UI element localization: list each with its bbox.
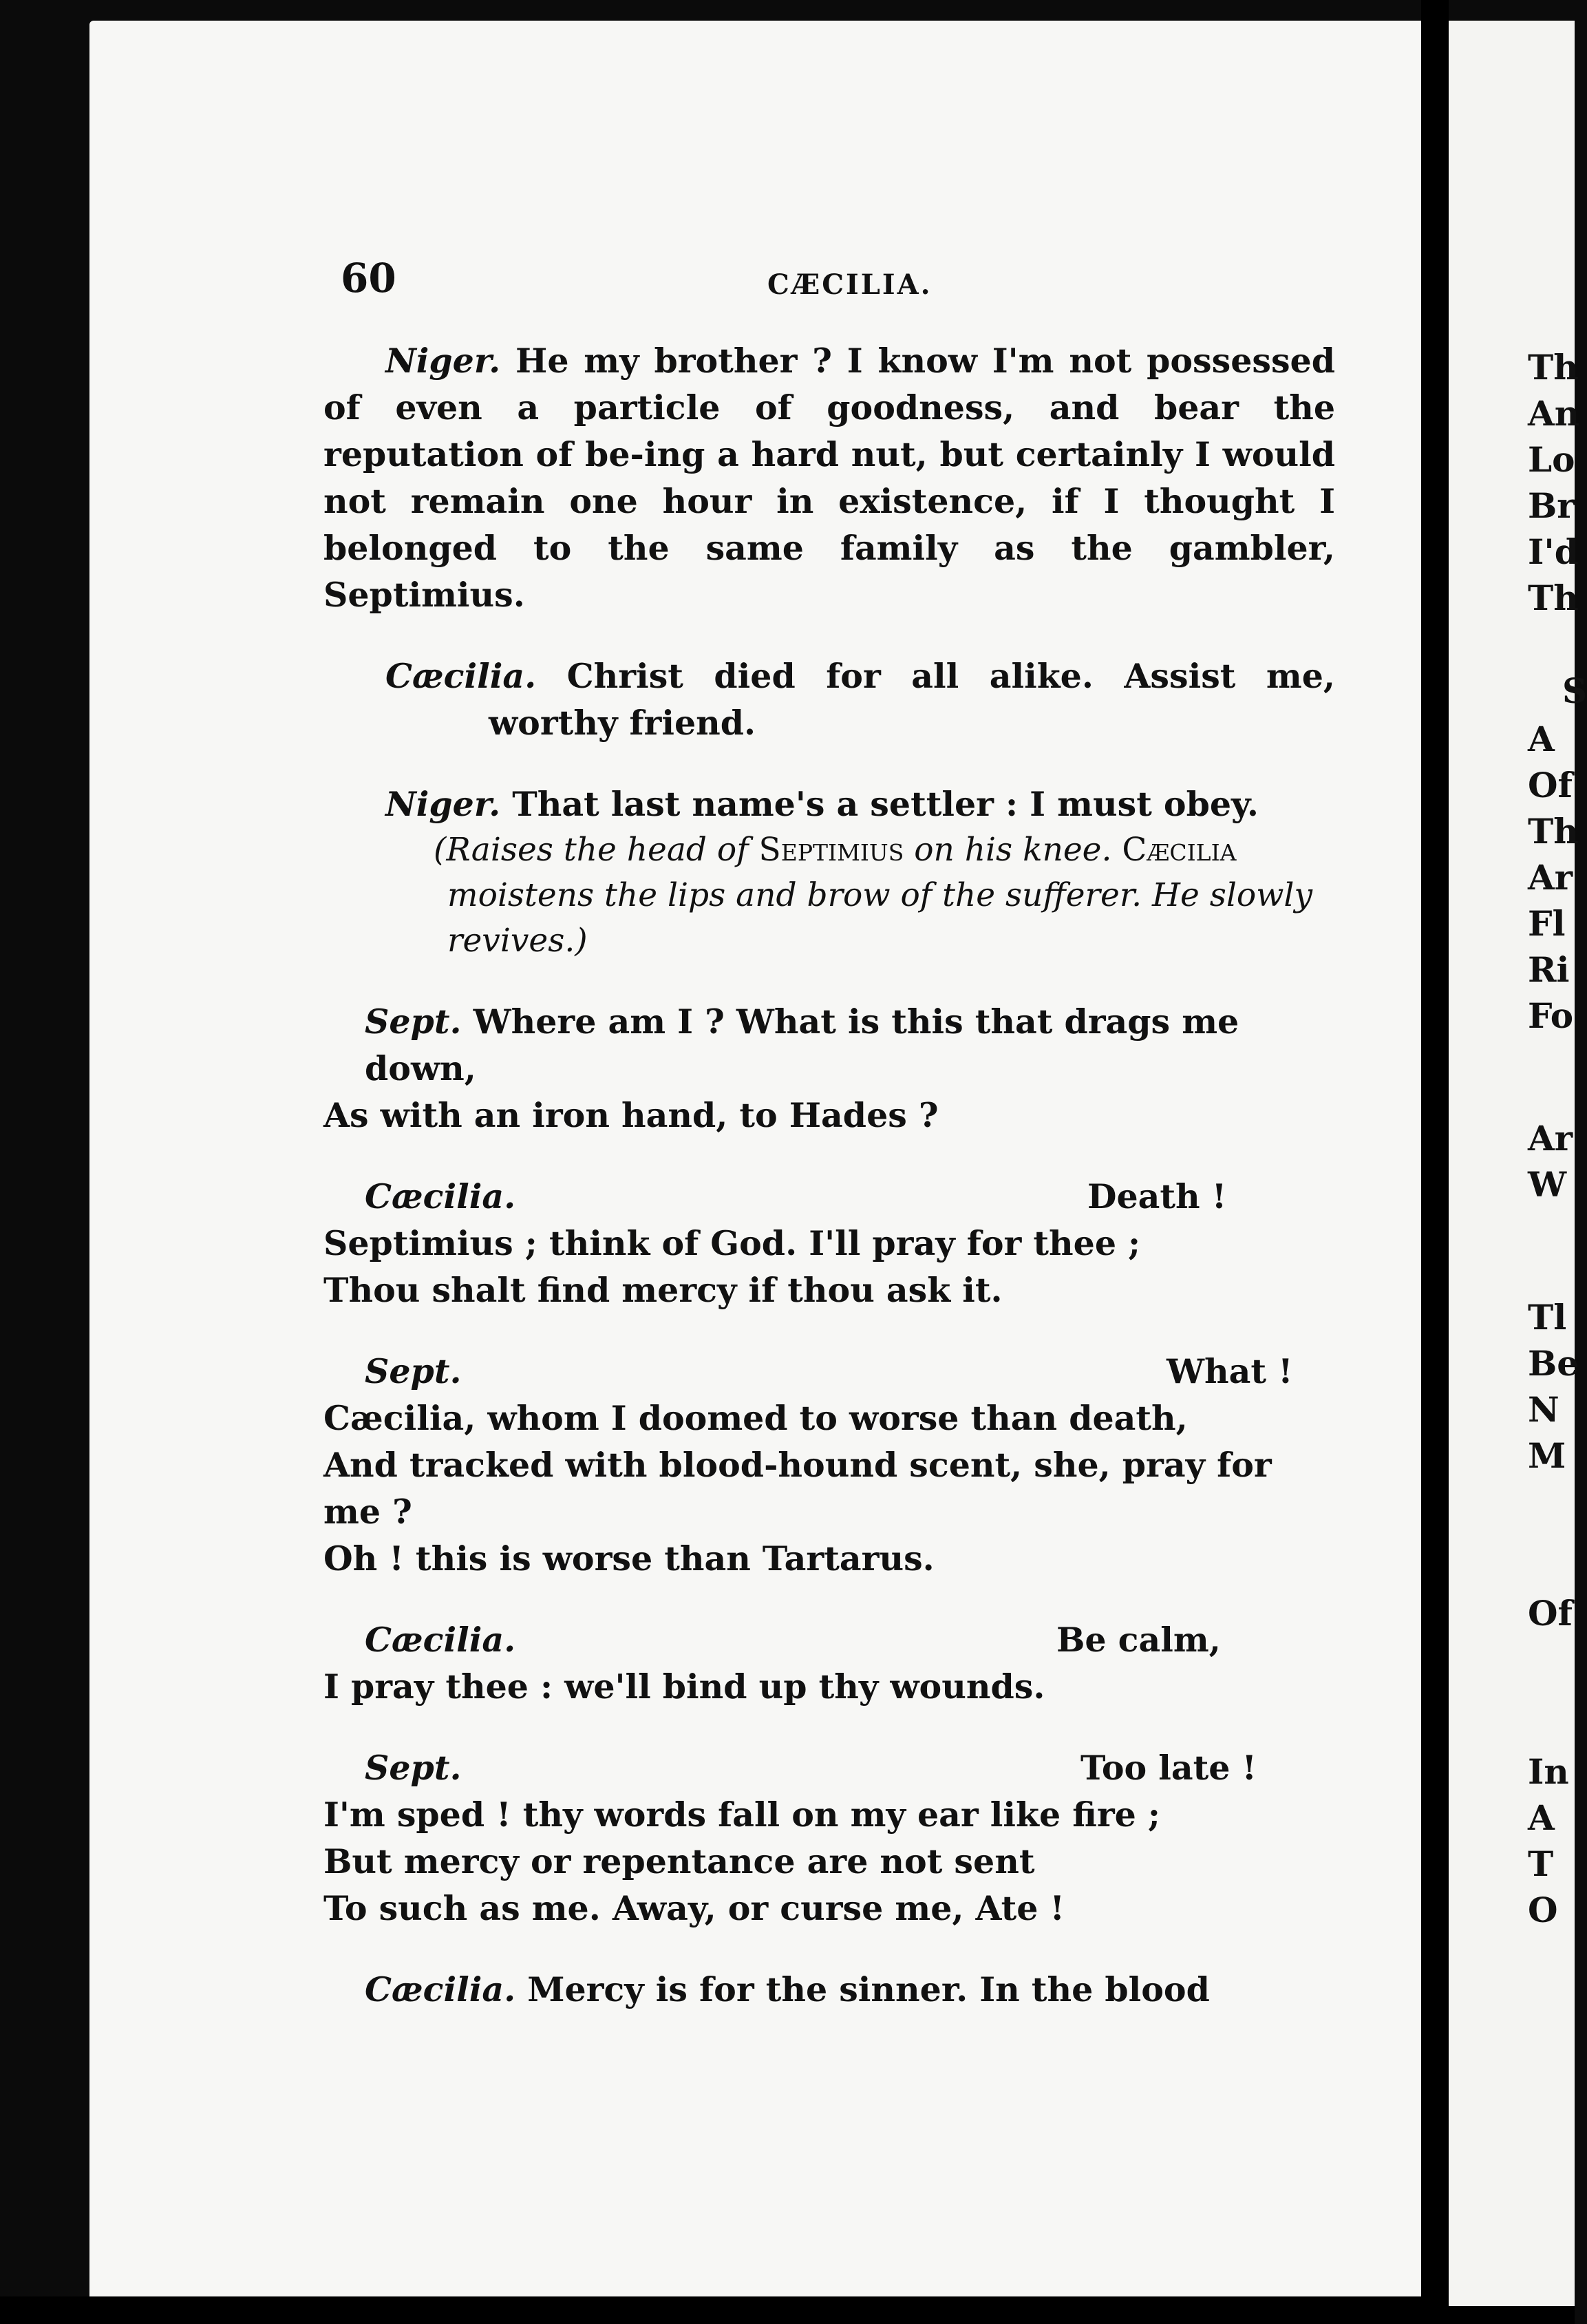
fragment: Th [1528, 811, 1579, 852]
speaker-label: Niger. [385, 784, 501, 824]
character-name: Septimius [758, 831, 904, 869]
verse-line: Septimius ; think of God. I'll pray for thee ; [323, 1223, 1141, 1263]
fragment: Br [1528, 485, 1575, 526]
fragment: In [1528, 1751, 1569, 1792]
speech-niger-2 [323, 781, 1335, 827]
speech-text: That last name's a settler : I must obey. [512, 784, 1259, 824]
fragment: Be [1528, 1343, 1579, 1384]
verse-line: Cæcilia, whom I doomed to worse than death, [323, 1398, 1188, 1438]
fragment: An [1528, 393, 1580, 434]
verse-text: Mercy is for the sinner. In the blood [527, 1969, 1210, 2009]
page-gutter [1421, 0, 1449, 2324]
verse-line: I'm sped ! thy words fall on my ear like fire ; [323, 1795, 1160, 1835]
speech-sept-2 [323, 1348, 1335, 1582]
verse-text: Where am I ? What is this that drags me down, [365, 1002, 1239, 1088]
verse-line: But mercy or repentance are not sent [323, 1841, 1035, 1881]
speaker-label: Sept. [365, 1002, 462, 1042]
speaker-label: Cæcilia. [385, 656, 537, 696]
line-tail: Death ! [1087, 1176, 1227, 1216]
fragment: Ar [1528, 857, 1573, 898]
speech-caecilia-1 [385, 653, 1335, 746]
fragment: Ri [1528, 949, 1570, 990]
page-number: 60 [341, 255, 396, 302]
speech-sept-1 [323, 998, 1335, 1139]
split-verse-line [323, 1744, 1335, 1791]
fragment: M [1528, 1435, 1566, 1476]
fragment: Th [1528, 578, 1579, 618]
speaker-label: Sept. [365, 1748, 462, 1788]
page-header [341, 255, 1332, 310]
fragment: A [1528, 719, 1555, 759]
stage-text: moistens the lips and brow of the sufferer. He slowly revives.) [447, 876, 1313, 960]
fragment: Tl [1528, 1297, 1567, 1338]
verse-line: Thou shalt find mercy if thou ask it. [323, 1270, 1003, 1310]
stage-text: on his knee. [904, 831, 1122, 869]
fragment: Fo [1528, 995, 1574, 1036]
split-verse-line [323, 1173, 1335, 1220]
fragment: Fl [1528, 903, 1566, 944]
fragment: I'd [1528, 531, 1579, 572]
scan-edge [0, 2296, 1575, 2324]
verse-line: To such as me. Away, or curse me, Ate ! [323, 1888, 1065, 1928]
page-body [323, 337, 1335, 2013]
verse-line: I pray thee : we'll bind up thy wounds. [323, 1667, 1045, 1707]
fragment: Lo [1528, 439, 1575, 480]
fragment: Th [1528, 347, 1579, 388]
facing-page-edge [1449, 21, 1587, 2306]
speaker-label: Niger. [385, 341, 501, 381]
fragment: N [1528, 1389, 1559, 1430]
speaker-label: Cæcilia. [365, 1620, 516, 1660]
verse-line: Oh ! this is worse than Tartarus. [323, 1539, 935, 1578]
fragment: Of [1528, 765, 1573, 805]
verse-line: As with an iron hand, to Hades ? [323, 1095, 939, 1135]
line-tail: What ! [1167, 1351, 1293, 1391]
line-tail: Be calm, [1056, 1620, 1221, 1660]
speech-text: Christ died for all alike. Assist me, worthy friend. [489, 656, 1335, 743]
fragment: S [1562, 670, 1587, 711]
speech-text: He my brother ? I know I'm not possessed of even a particle of goodness, and bear the reputation of be-ing a hard nut, but certainly I would not remain one hour in existence, if I thought I belonged to the same family as the gambler, Septimius. [323, 341, 1335, 615]
verse-line [323, 998, 1335, 1092]
fragment: A [1528, 1797, 1555, 1838]
speaker-label: Cæcilia. [365, 1176, 516, 1216]
stage-direction [434, 827, 1335, 964]
fragment: O [1528, 1890, 1558, 1930]
verse-line [323, 1966, 1335, 2013]
speech-niger-1 [323, 337, 1335, 618]
speech-caecilia-2 [323, 1173, 1335, 1313]
speaker-label: Cæcilia. [365, 1969, 516, 2009]
fragment: W [1528, 1164, 1567, 1205]
speech-sept-3 [323, 1744, 1335, 1932]
split-verse-line [323, 1616, 1335, 1663]
line-tail: Too late ! [1080, 1748, 1257, 1788]
fragment: Ar [1528, 1118, 1573, 1159]
speech-caecilia-4 [323, 1966, 1335, 2013]
stage-text: (Raises the head of [434, 831, 759, 869]
running-head: CÆCILIA. [767, 268, 933, 301]
speech-caecilia-3 [323, 1616, 1335, 1710]
verse-line: And tracked with blood-hound scent, she, pray for me ? [323, 1445, 1272, 1532]
fragment: T [1528, 1844, 1554, 1884]
split-verse-line [323, 1348, 1335, 1395]
fragment: Of [1528, 1593, 1573, 1634]
speaker-label: Sept. [365, 1351, 462, 1391]
character-name: Cæcilia [1122, 831, 1237, 869]
